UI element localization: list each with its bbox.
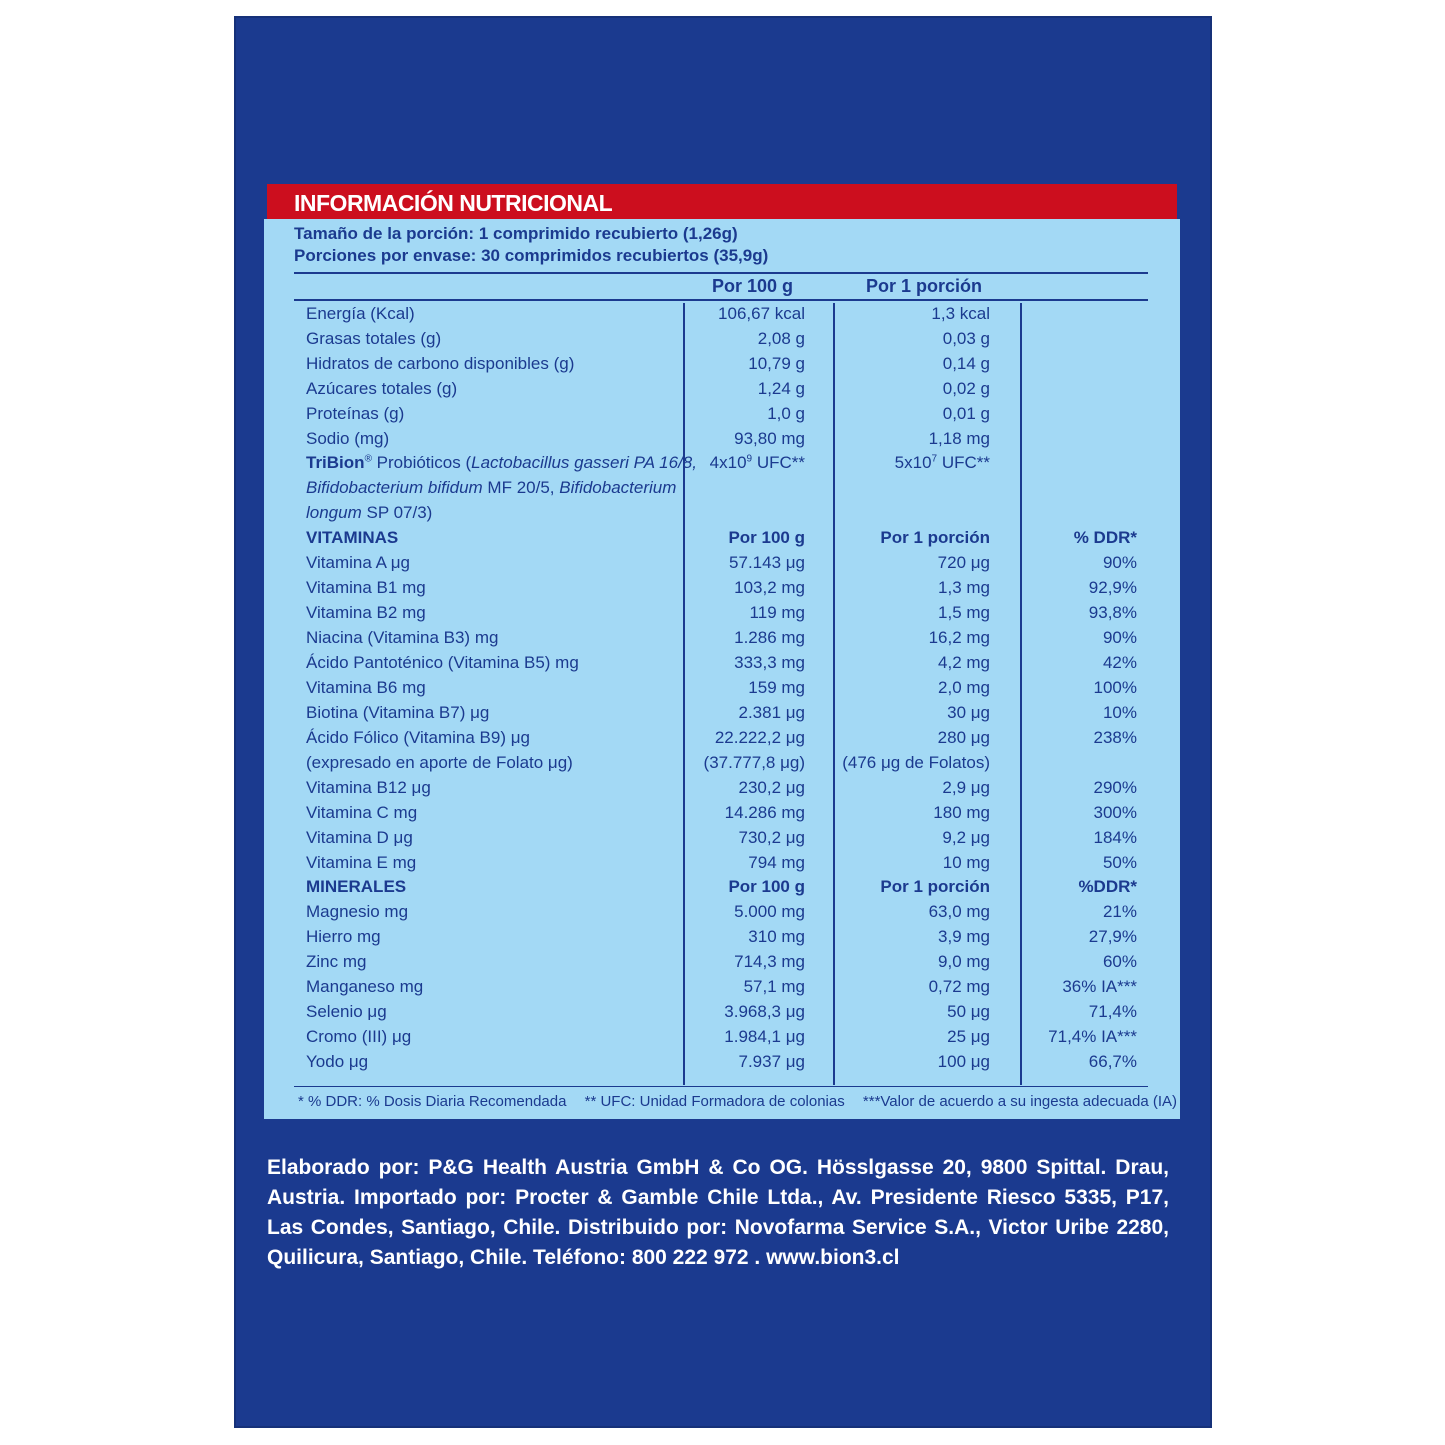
mineral-name: Yodo μg [306, 1052, 369, 1071]
nutrient-name: Hidratos de carbono disponibles (g) [306, 354, 575, 373]
mineral-per100: 3.968,3 μg [724, 1002, 805, 1021]
mineral-ddr: 66,7% [1088, 1052, 1137, 1071]
nutrient-per100: 93,80 mg [734, 429, 805, 448]
probiotic-label: Probióticos ( [371, 453, 472, 472]
mineral-per100: 1.984,1 μg [724, 1027, 805, 1046]
mineral-portion: 0,72 mg [928, 977, 990, 996]
vitamin-per100: 159 mg [748, 678, 805, 697]
minerals-header-ddr: %DDR* [1078, 877, 1137, 896]
column-header-per-portion: Por 1 porción [866, 276, 983, 296]
vitamin-ddr: 238% [1093, 728, 1137, 747]
mineral-per100: 714,3 mg [734, 952, 805, 971]
nutrient-name: Azúcares totales (g) [306, 379, 458, 398]
probiotic-species-2: Bifidobacterium bifidum [306, 478, 483, 497]
probiotic-line-3 [306, 503, 432, 523]
vitamin-ddr: 93,8% [1088, 603, 1137, 622]
vitamin-per100: 794 mg [748, 853, 805, 872]
mineral-per100: 7.937 μg [738, 1052, 805, 1071]
vitamin-row [264, 578, 1180, 603]
nutrient-name: Proteínas (g) [306, 404, 405, 423]
mineral-ddr: 60% [1102, 952, 1137, 971]
mineral-row [264, 977, 1180, 1002]
vitamin-per100: 333,3 mg [734, 653, 805, 672]
footnotes [298, 1093, 1191, 1110]
nutrient-row [264, 404, 1180, 429]
mineral-name: Zinc mg [306, 952, 367, 971]
nutrient-name: Sodio (mg) [306, 429, 390, 448]
vitamin-row [264, 853, 1180, 878]
nutrient-portion: 1,3 kcal [931, 304, 990, 323]
probiotic-strain-3: SP 07/3) [361, 503, 433, 522]
nutrient-per100: 106,67 kcal [718, 304, 805, 323]
mineral-ddr: 27,9% [1088, 927, 1137, 946]
nutrient-name: Grasas totales (g) [306, 329, 442, 348]
nutrient-per100: 2,08 g [757, 329, 805, 348]
footnote-ufc: ** UFC: Unidad Formadora de colonias [584, 1093, 845, 1110]
vitamin-ddr: 290% [1093, 778, 1137, 797]
vitamin-row [264, 628, 1180, 653]
vitamin-portion: 10 mg [942, 853, 990, 872]
mineral-ddr: 21% [1102, 902, 1137, 921]
vitamin-portion: 280 μg [937, 728, 990, 747]
vitamin-portion: 720 μg [937, 553, 990, 572]
probiotic-species-1: Lactobacillus gasseri PA 16/8, [471, 453, 697, 472]
mineral-row [264, 952, 1180, 977]
vitamin-ddr: 100% [1093, 678, 1137, 697]
vitamin-name: Vitamina B6 mg [306, 678, 426, 697]
vitamin-name: Vitamina B12 μg [306, 778, 431, 797]
vitamin-per100: 22.222,2 μg [714, 728, 805, 747]
vitamin-ddr: 90% [1102, 553, 1137, 572]
mineral-portion: 25 μg [947, 1027, 990, 1046]
mineral-portion: 100 μg [937, 1052, 990, 1071]
vitamins-header-row [264, 528, 1180, 553]
vitamin-row [264, 653, 1180, 678]
vitamin-per100: 119 mg [749, 603, 805, 622]
mineral-name: Cromo (III) μg [306, 1027, 412, 1046]
nutrient-portion: 0,02 g [942, 379, 990, 398]
vitamins-header: VITAMINAS [306, 528, 399, 547]
mineral-portion: 63,0 mg [928, 902, 990, 921]
vitamin-name: Vitamina D μg [306, 828, 413, 847]
vitamin-portion: 16,2 mg [928, 628, 990, 647]
mineral-row [264, 927, 1180, 952]
vitamin-name: Ácido Pantoténico (Vitamina B5) mg [306, 653, 579, 672]
vitamins-header-per100: Por 100 g [728, 528, 805, 547]
vitamin-row [264, 703, 1180, 728]
vitamin-portion: 30 μg [947, 703, 990, 722]
vitamin-per100: (37.777,8 μg) [703, 753, 805, 772]
footnote-ddr: * % DDR: % Dosis Diaria Recomendada [298, 1093, 567, 1110]
minerals-header-per100: Por 100 g [728, 877, 805, 896]
registered-mark: ® [364, 453, 372, 465]
header-top-rule [294, 272, 1148, 274]
vitamin-row [264, 753, 1180, 778]
vitamin-row [264, 603, 1180, 628]
nutrient-per100: 1,24 g [757, 379, 805, 398]
vitamin-per100: 730,2 μg [738, 828, 805, 847]
footnote-rule [294, 1086, 1148, 1087]
nutrient-portion: 0,14 g [942, 354, 990, 373]
probiotic-species-3b: longum [306, 503, 362, 522]
vitamin-name: Vitamina B1 mg [306, 578, 426, 597]
vitamin-per100: 103,2 mg [734, 578, 805, 597]
vitamin-portion: 4,2 mg [938, 653, 990, 672]
minerals-header-portion: Por 1 porción [880, 877, 990, 896]
vitamin-portion: 1,3 mg [938, 578, 990, 597]
vitamin-name: Vitamina C mg [306, 803, 418, 822]
vitamin-ddr: 90% [1102, 628, 1137, 647]
vitamin-name: Vitamina E mg [306, 853, 417, 872]
mineral-ddr: 36% IA*** [1062, 977, 1137, 996]
vitamins-header-portion: Por 1 porción [880, 528, 990, 547]
vitamin-per100: 2.381 μg [738, 703, 805, 722]
mineral-ddr: 71,4% IA*** [1048, 1027, 1137, 1046]
nutrition-title-bar [264, 181, 1180, 219]
vitamin-portion: 9,2 μg [942, 828, 990, 847]
nutrient-row [264, 329, 1180, 354]
vitamin-per100: 230,2 μg [738, 778, 805, 797]
vitamin-name: Niacina (Vitamina B3) mg [306, 628, 499, 647]
probiotic-portion: $5x10^7$ UFC** [894, 453, 990, 472]
vitamin-ddr: 50% [1102, 853, 1137, 872]
vitamin-name: Vitamina A μg [306, 553, 410, 572]
minerals-header: MINERALES [306, 877, 407, 896]
nutrient-portion: 1,18 mg [928, 429, 990, 448]
probiotic-line-2 [306, 478, 676, 498]
vitamin-name: Vitamina B2 mg [306, 603, 426, 622]
vitamin-name: Biotina (Vitamina B7) μg [306, 703, 490, 722]
nutrient-portion: 0,03 g [942, 329, 990, 348]
nutrient-per100: 10,79 g [748, 354, 805, 373]
nutrient-row [264, 379, 1180, 404]
vitamin-portion: 180 mg [933, 803, 990, 822]
mineral-name: Hierro mg [306, 927, 381, 946]
mineral-row [264, 1002, 1180, 1027]
nutrient-row [264, 304, 1180, 329]
mineral-portion: 3,9 mg [938, 927, 990, 946]
nutrient-row [264, 354, 1180, 379]
servings-per-container: Porciones por envase: 30 comprimidos recubiertos (35,9g) [294, 246, 769, 265]
probiotic-strain-2: MF 20/5, [482, 478, 560, 497]
nutrition-title: INFORMACIÓN NUTRICIONAL [294, 190, 613, 216]
vitamin-portion: 1,5 mg [938, 603, 990, 622]
vitamin-row [264, 828, 1180, 853]
probiotic-species-3a: Bifidobacterium [559, 478, 677, 497]
vitamin-per100: 14.286 mg [724, 803, 805, 822]
vitamin-ddr: 10% [1102, 703, 1137, 722]
mineral-name: Selenio μg [306, 1002, 387, 1021]
mineral-row [264, 1052, 1180, 1077]
column-header-per100: Por 100 g [712, 276, 794, 296]
manufacturer-info: Elaborado por: P&G Health Austria GmbH & Co OG. Hösslgasse 20, 9800 Spittal. Drau, Austria. Importado por: Procter & Gamble Chile Ltda., Av. Presidente Riesco 5335, P17, Las Condes, Santiago, Chile. Distribuido por: Novofarma Service S.A., Victor Uribe 2280, Quilicura, Santiago, Chile. Teléfono: 800 222 972 . www.bion3.cl [267, 1156, 1169, 1269]
mineral-row [264, 902, 1180, 927]
vitamin-row [264, 728, 1180, 753]
nutrient-per100: 1,0 g [767, 404, 805, 423]
vitamin-portion: 2,9 μg [942, 778, 990, 797]
vitamin-name: (expresado en aporte de Folato μg) [306, 753, 573, 772]
mineral-name: Manganeso mg [306, 977, 424, 996]
nutrient-name: Energía (Kcal) [306, 304, 415, 323]
mineral-row [264, 1027, 1180, 1052]
vitamin-row [264, 803, 1180, 828]
probiotic-per100: $4x10^9$ UFC** [709, 453, 805, 472]
mineral-portion: 50 μg [947, 1002, 990, 1021]
probiotic-row [264, 453, 1180, 478]
vitamin-ddr: 92,9% [1088, 578, 1137, 597]
vitamin-ddr: 42% [1102, 653, 1137, 672]
vitamin-row [264, 778, 1180, 803]
vitamin-ddr: 300% [1093, 803, 1137, 822]
nutrient-portion: 0,01 g [942, 404, 990, 423]
vitamins-header-ddr: % DDR* [1073, 528, 1137, 547]
nutrient-row [264, 429, 1180, 454]
mineral-ddr: 71,4% [1088, 1002, 1137, 1021]
mineral-per100: 310 mg [748, 927, 805, 946]
footnote-ia: ***Valor de acuerdo a su ingesta adecuada (IA) [862, 1093, 1177, 1110]
mineral-name: Magnesio mg [306, 902, 409, 921]
mineral-portion: 9,0 mg [938, 952, 990, 971]
vitamin-row [264, 678, 1180, 703]
vitamin-per100: 1.286 mg [734, 628, 805, 647]
minerals-header-row [264, 877, 1180, 902]
vitamin-portion: 2,0 mg [938, 678, 990, 697]
vitamin-per100: 57.143 μg [729, 553, 805, 572]
probiotic-brand: TriBion [306, 453, 365, 472]
vitamin-ddr: 184% [1093, 828, 1137, 847]
vitamin-name: Ácido Fólico (Vitamina B9) μg [306, 728, 530, 747]
mineral-per100: 57,1 mg [743, 977, 805, 996]
vitamin-row [264, 553, 1180, 578]
vitamin-portion: (476 μg de Folatos) [842, 753, 990, 772]
mineral-per100: 5.000 mg [734, 902, 805, 921]
serving-size: Tamaño de la porción: 1 comprimido recubierto (1,26g) [294, 224, 738, 243]
header-bottom-rule [294, 299, 1148, 301]
nutrition-panel [264, 181, 1180, 1119]
